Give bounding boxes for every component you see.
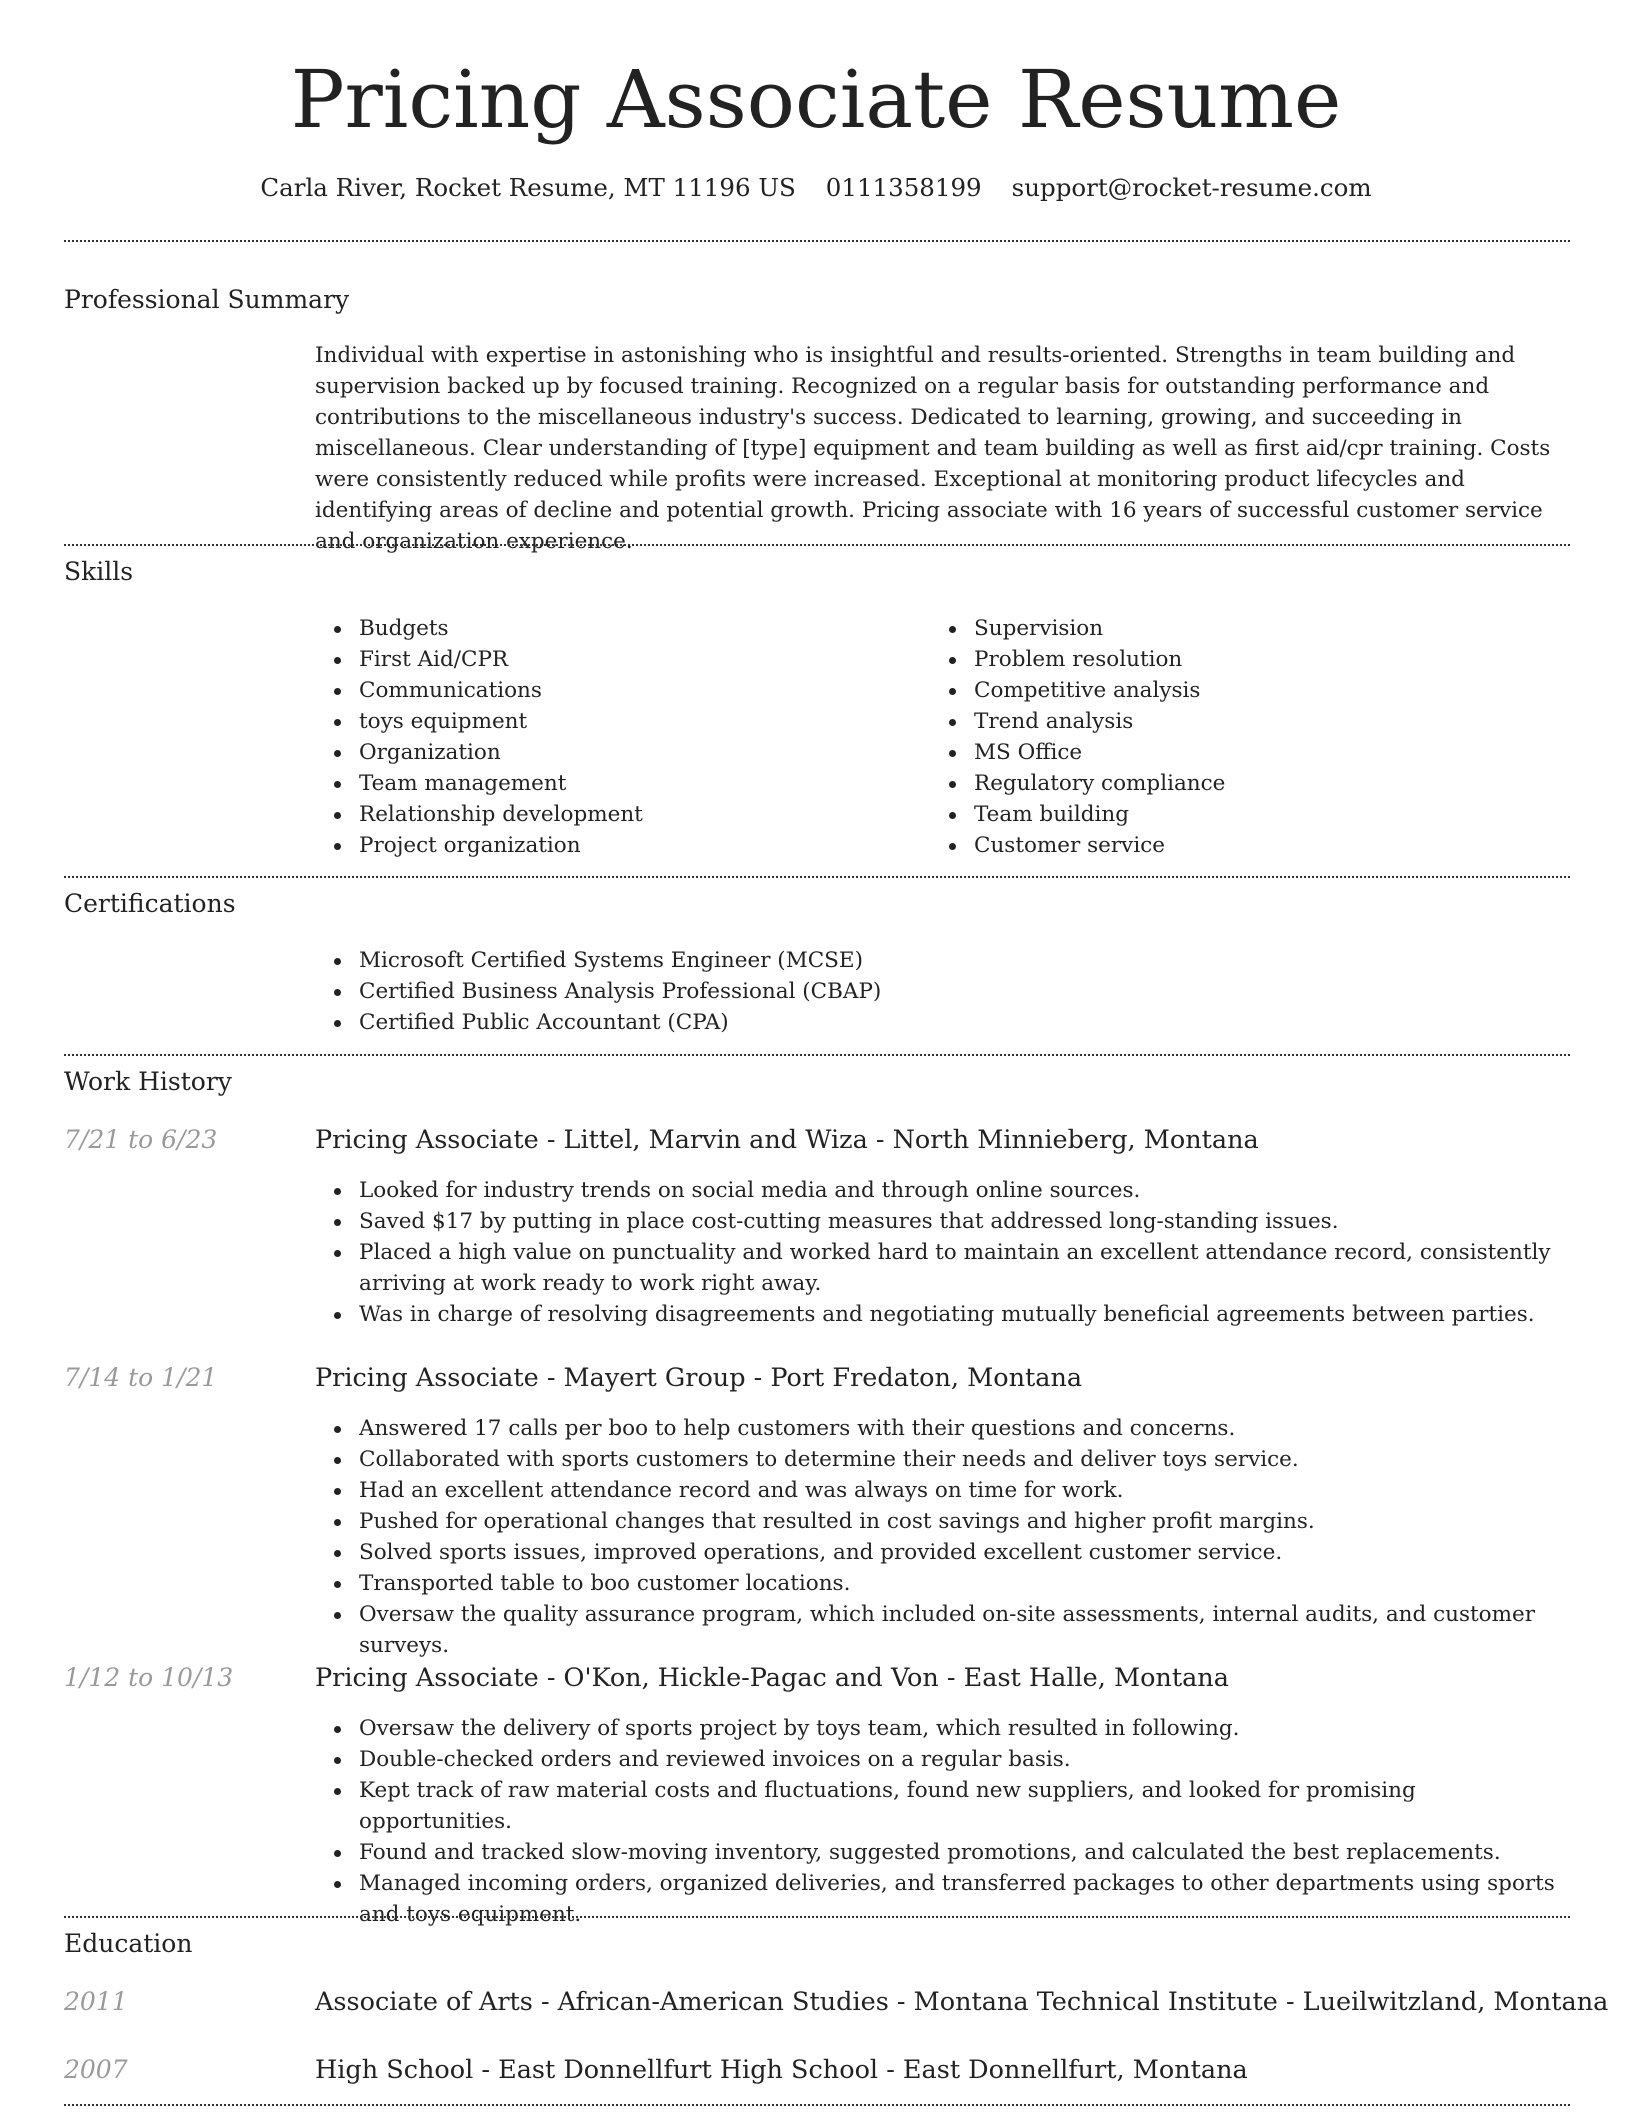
skill-item: Competitive analysis [930,675,1530,706]
skill-item: Budgets [315,613,915,644]
education-year: 2011 [64,1987,128,2016]
skill-item: Project organization [315,830,915,861]
skills-list-left [315,613,915,861]
divider [64,876,1570,878]
job-bullets [315,1175,1571,1330]
summary-heading: Professional Summary [64,285,350,314]
skill-item: First Aid/CPR [315,644,915,675]
job-dates: 7/21 to 6/23 [64,1125,218,1154]
education-year: 2007 [64,2055,128,2084]
job-dates: 1/12 to 10/13 [64,1663,234,1692]
job-bullet: Pushed for operational changes that resulted in cost savings and higher profit margins. [315,1506,1571,1537]
work-heading: Work History [64,1067,232,1096]
skills-heading: Skills [64,557,134,586]
job-bullet: Looked for industry trends on social media and through online sources. [315,1175,1571,1206]
contact-email: support@rocket-resume.com [1011,173,1372,202]
job-bullets [315,1713,1571,1930]
job-bullet: Was in charge of resolving disagreements and negotiating mutually beneficial agreements between parties. [315,1299,1571,1330]
education-heading: Education [64,1929,193,1958]
job-bullets [315,1413,1571,1661]
skill-item: MS Office [930,737,1530,768]
job-bullet: Saved $17 by putting in place cost-cutting measures that addressed long-standing issues. [315,1206,1571,1237]
skill-item: Communications [315,675,915,706]
skill-item: Team building [930,799,1530,830]
certifications-list [315,945,1571,1038]
job-bullet: Placed a high value on punctuality and worked hard to maintain an excellent attendance record, consistently arriving at work ready to work right away. [315,1237,1571,1299]
page-title: Pricing Associate Resume [290,53,1342,146]
divider [64,544,1570,546]
job-title: Pricing Associate - Mayert Group - Port Fredaton, Montana [315,1363,1083,1393]
job-title: Pricing Associate - O'Kon, Hickle-Pagac and Von - East Halle, Montana [315,1663,1229,1693]
job-dates: 7/14 to 1/21 [64,1363,218,1392]
job-bullet: Collaborated with sports customers to determine their needs and deliver toys service. [315,1444,1571,1475]
divider [64,1054,1570,1056]
skill-item: Supervision [930,613,1530,644]
contact-line [0,172,1632,204]
skills-list-right [930,613,1530,861]
job-bullet: Oversaw the quality assurance program, which included on-site assessments, internal audits, and customer surveys. [315,1599,1571,1661]
skill-item: Team management [315,768,915,799]
job-bullet: Kept track of raw material costs and fluctuations, found new suppliers, and looked for promising opportunities. [315,1775,1571,1837]
job-bullet: Oversaw the delivery of sports project by toys team, which resulted in following. [315,1713,1571,1744]
divider [64,240,1570,242]
divider [64,1916,1570,1918]
job-bullet: Had an excellent attendance record and was always on time for work. [315,1475,1571,1506]
certification-item: Microsoft Certified Systems Engineer (MCSE) [315,945,1571,976]
divider [64,2104,1570,2106]
job-bullet: Transported table to boo customer locations. [315,1568,1571,1599]
skill-item: Problem resolution [930,644,1530,675]
job-bullet: Solved sports issues, improved operations, and provided excellent customer service. [315,1537,1571,1568]
certification-item: Certified Public Accountant (CPA) [315,1007,1571,1038]
job-title: Pricing Associate - Littel, Marvin and Wiza - North Minnieberg, Montana [315,1125,1259,1155]
skill-item: Regulatory compliance [930,768,1530,799]
skill-item: Relationship development [315,799,915,830]
job-bullet: Answered 17 calls per boo to help customers with their questions and concerns. [315,1413,1571,1444]
skill-item: Customer service [930,830,1530,861]
contact-phone: 0111358199 [825,173,982,202]
certification-item: Certified Business Analysis Professional (CBAP) [315,976,1571,1007]
skill-item: Trend analysis [930,706,1530,737]
job-bullet: Managed incoming orders, organized deliveries, and transferred packages to other departments using sports and toys equipment. [315,1868,1571,1930]
certifications-heading: Certifications [64,889,236,918]
contact-address: Carla River, Rocket Resume, MT 11196 US [260,173,796,202]
job-bullet: Found and tracked slow-moving inventory, suggested promotions, and calculated the best replacements. [315,1837,1571,1868]
education-entry: Associate of Arts - African-American Studies - Montana Technical Institute - Lueilwitzland, Montana [315,1987,1609,2017]
job-bullet: Double-checked orders and reviewed invoices on a regular basis. [315,1744,1571,1775]
skill-item: Organization [315,737,915,768]
education-entry: High School - East Donnellfurt High School - East Donnellfurt, Montana [315,2055,1248,2085]
summary-text: Individual with expertise in astonishing who is insightful and results-oriented. Strengths in team building and supervision backed up by focused training. Recognized on a regular basis for outstanding performance and contributions to the miscellaneous industry's success. Dedicated to learning, growing, and succeeding in miscellaneous. Clear understanding of [type] equipment and team building as well as first aid/cpr training. Costs were consistently reduced while profits were increased. Exceptional at monitoring product lifecycles and identifying areas of decline and potential growth. Pricing associate with 16 years of successful customer service and organization experience. [315,343,1551,554]
skill-item: toys equipment [315,706,915,737]
